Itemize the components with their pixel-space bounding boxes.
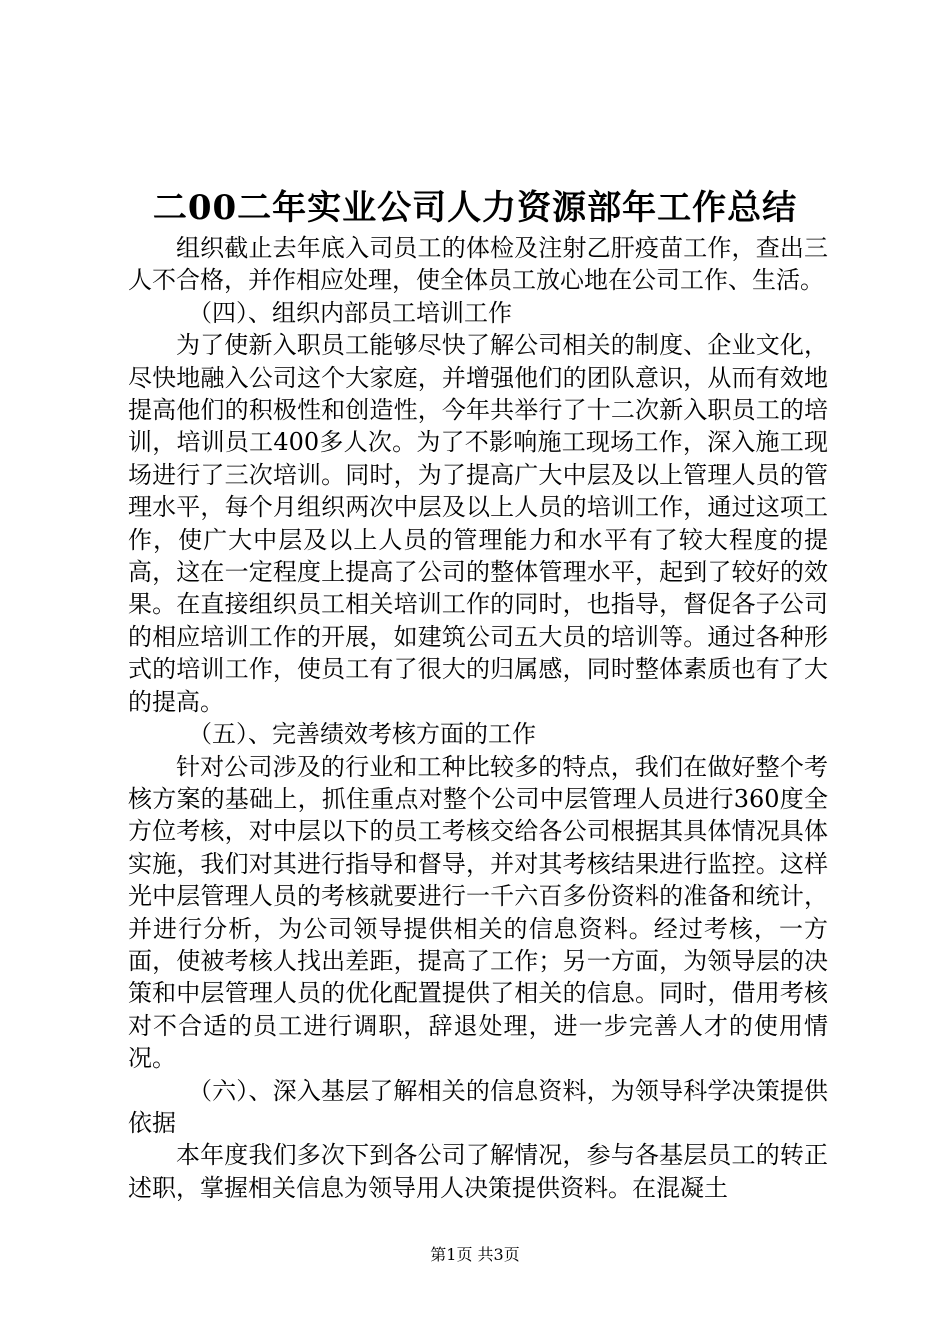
document-body [128, 232, 828, 1204]
section-heading-grassroots: （六）、深入基层了解相关的信息资料，为领导科学决策提供依据 [128, 1076, 828, 1137]
paragraph-training: 为了使新入职员工能够尽快了解公司相关的制度、企业文化，尽快地融入公司这个大家庭，并增强他们的团队意识，从而有效地提高他们的积极性和创造性，今年共举行了十二次新入职员工的培训，培训员工400多人次。为了不影响施工现场工作，深入施工现场进行了三次培训。同时，为了提高广大中层及以上管理人员的管理水平，每个月组织两次中层及以上人员的培训工作，通过这项工作，使广大中层及以上人员的管理能力和水平有了较大程度的提高，这在一定程度上提高了公司的整体管理水平，起到了较好的效果。在直接组织员工相关培训工作的同时，也指导，督促各子公司的相应培训工作的开展，如建筑公司五大员的培训等。通过各种形式的培训工作，使员工有了很大的归属感，同时整体素质也有了大的提高。 [128, 331, 828, 716]
section-heading-performance: （五）、完善绩效考核方面的工作 [188, 720, 536, 749]
document-title: 二00二年实业公司人力资源部年工作总结 [152, 188, 798, 228]
paragraph-grassroots: 本年度我们多次下到各公司了解情况，参与各基层员工的转正述职，掌握相关信息为领导用人决策提供资料。在混凝土 [128, 1141, 828, 1202]
paragraph-performance: 针对公司涉及的行业和工种比较多的特点，我们在做好整个考核方案的基础上，抓住重点对整个公司中层管理人员进行360度全方位考核，对中层以下的员工考核交给各公司根据其具体情况具体实施，我们对其进行指导和督导，并对其考核结果进行监控。这样光中层管理人员的考核就要进行一千六百多份资料的准备和统计，并进行分析，为公司领导提供相关的信息资料。经过考核，一方面，使被考核人找出差距，提高了工作；另一方面，为领导层的决策和中层管理人员的优化配置提供了相关的信息。同时，借用考核对不合适的员工进行调职，辞退处理，进一步完善人才的使用情况。 [128, 752, 828, 1073]
paragraph-health-check: 组织截止去年底入司员工的体检及注射乙肝疫苗工作，查出三人不合格，并作相应处理，使全体员工放心地在公司工作、生活。 [128, 234, 828, 295]
page-footer: 第1页 共3页 [430, 1245, 520, 1264]
section-heading-training: （四）、组织内部员工培训工作 [188, 298, 512, 327]
